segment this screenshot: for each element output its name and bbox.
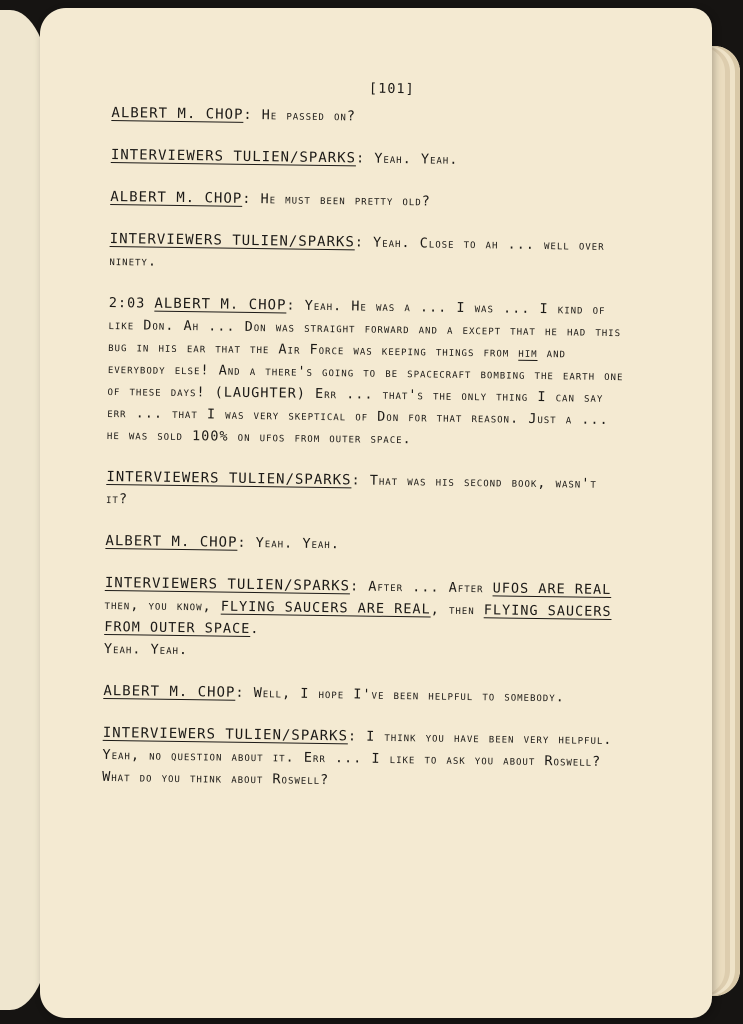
transcript-paragraph [102,722,623,795]
dialogue-text: : I think you have been very helpful. Yeah, no question about it. Err ... I like to ask you about Roswell? What do you think about Roswell? [102,728,613,789]
page-number: [101] [368,80,415,98]
dialogue-text: : Yeah. Yeah. [355,150,459,168]
transcript-paragraph [105,530,625,559]
transcript-paragraph [110,186,630,215]
speaker-name: ALBERT M. CHOP [103,682,236,701]
dialogue-text: : Well, I hope I've been helpful to somebody. [235,684,565,706]
dialogue-text: : Yeah. Yeah. [237,534,340,553]
dialogue-text: . [250,620,260,638]
dialogue-text: : Yeah. He was a ... I was ... I kind of like Don. Ah ... Don was straight forward and a except that he had this bug in his ear that the Air Force was keeping things from [108,297,622,361]
speaker-name: INTERVIEWERS TULIEN/SPARKS [110,146,357,167]
transcript-paragraph [106,466,627,517]
book-page [40,8,712,1018]
transcript [102,74,632,815]
speaker-name: ALBERT M. CHOP [154,295,287,314]
transcript-paragraph [111,144,631,173]
dialogue-text: : Yeah. Close to ah ... well over ninety. [109,234,605,270]
speaker-name: INTERVIEWERS TULIEN/SPARKS [109,230,355,251]
speaker-name: ALBERT M. CHOP [111,104,244,123]
transcript-paragraph [109,228,630,279]
speaker-name: INTERVIEWERS TULIEN/SPARKS [102,724,349,745]
dialogue-text: : He must been pretty old? [242,190,431,210]
dialogue-text: : That was his second book, wasn't it? [105,472,597,508]
book-title: FLYING SAUCERS ARE REAL [220,598,431,618]
transcript-paragraph [107,292,629,453]
dialogue-text: : He passed on? [243,106,357,125]
speaker-name: INTERVIEWERS TULIEN/SPARKS [104,574,351,595]
timestamp: 2:03 [108,294,155,312]
dialogue-text: and everybody else! And a there's going to be spacecraft bombing the earth one of these days! (LAUGHTER) Err ... that's the only thing I can say err ... that I was very skeptical of Don for that reason. Just a ... he was sold 100% on ufos from outer space. [106,344,624,448]
transcript-paragraph [103,680,623,709]
transcript-paragraph [104,572,625,667]
speaker-name: ALBERT M. CHOP [105,532,238,551]
book-title: UFOS ARE REAL [492,580,612,599]
emphasized-word: him [518,344,538,361]
book-title: FLYING SAUCERS FROM OUTER SPACE [104,602,612,637]
dialogue-text: Yeah. Yeah. [103,640,189,659]
dialogue-text: : After ... After [349,578,493,597]
speaker-name: INTERVIEWERS TULIEN/SPARKS [106,468,352,489]
dialogue-text: then, you know, [104,596,221,615]
transcript-paragraph [111,102,631,131]
speaker-name: ALBERT M. CHOP [110,188,243,207]
dialogue-text: , then [430,601,484,619]
